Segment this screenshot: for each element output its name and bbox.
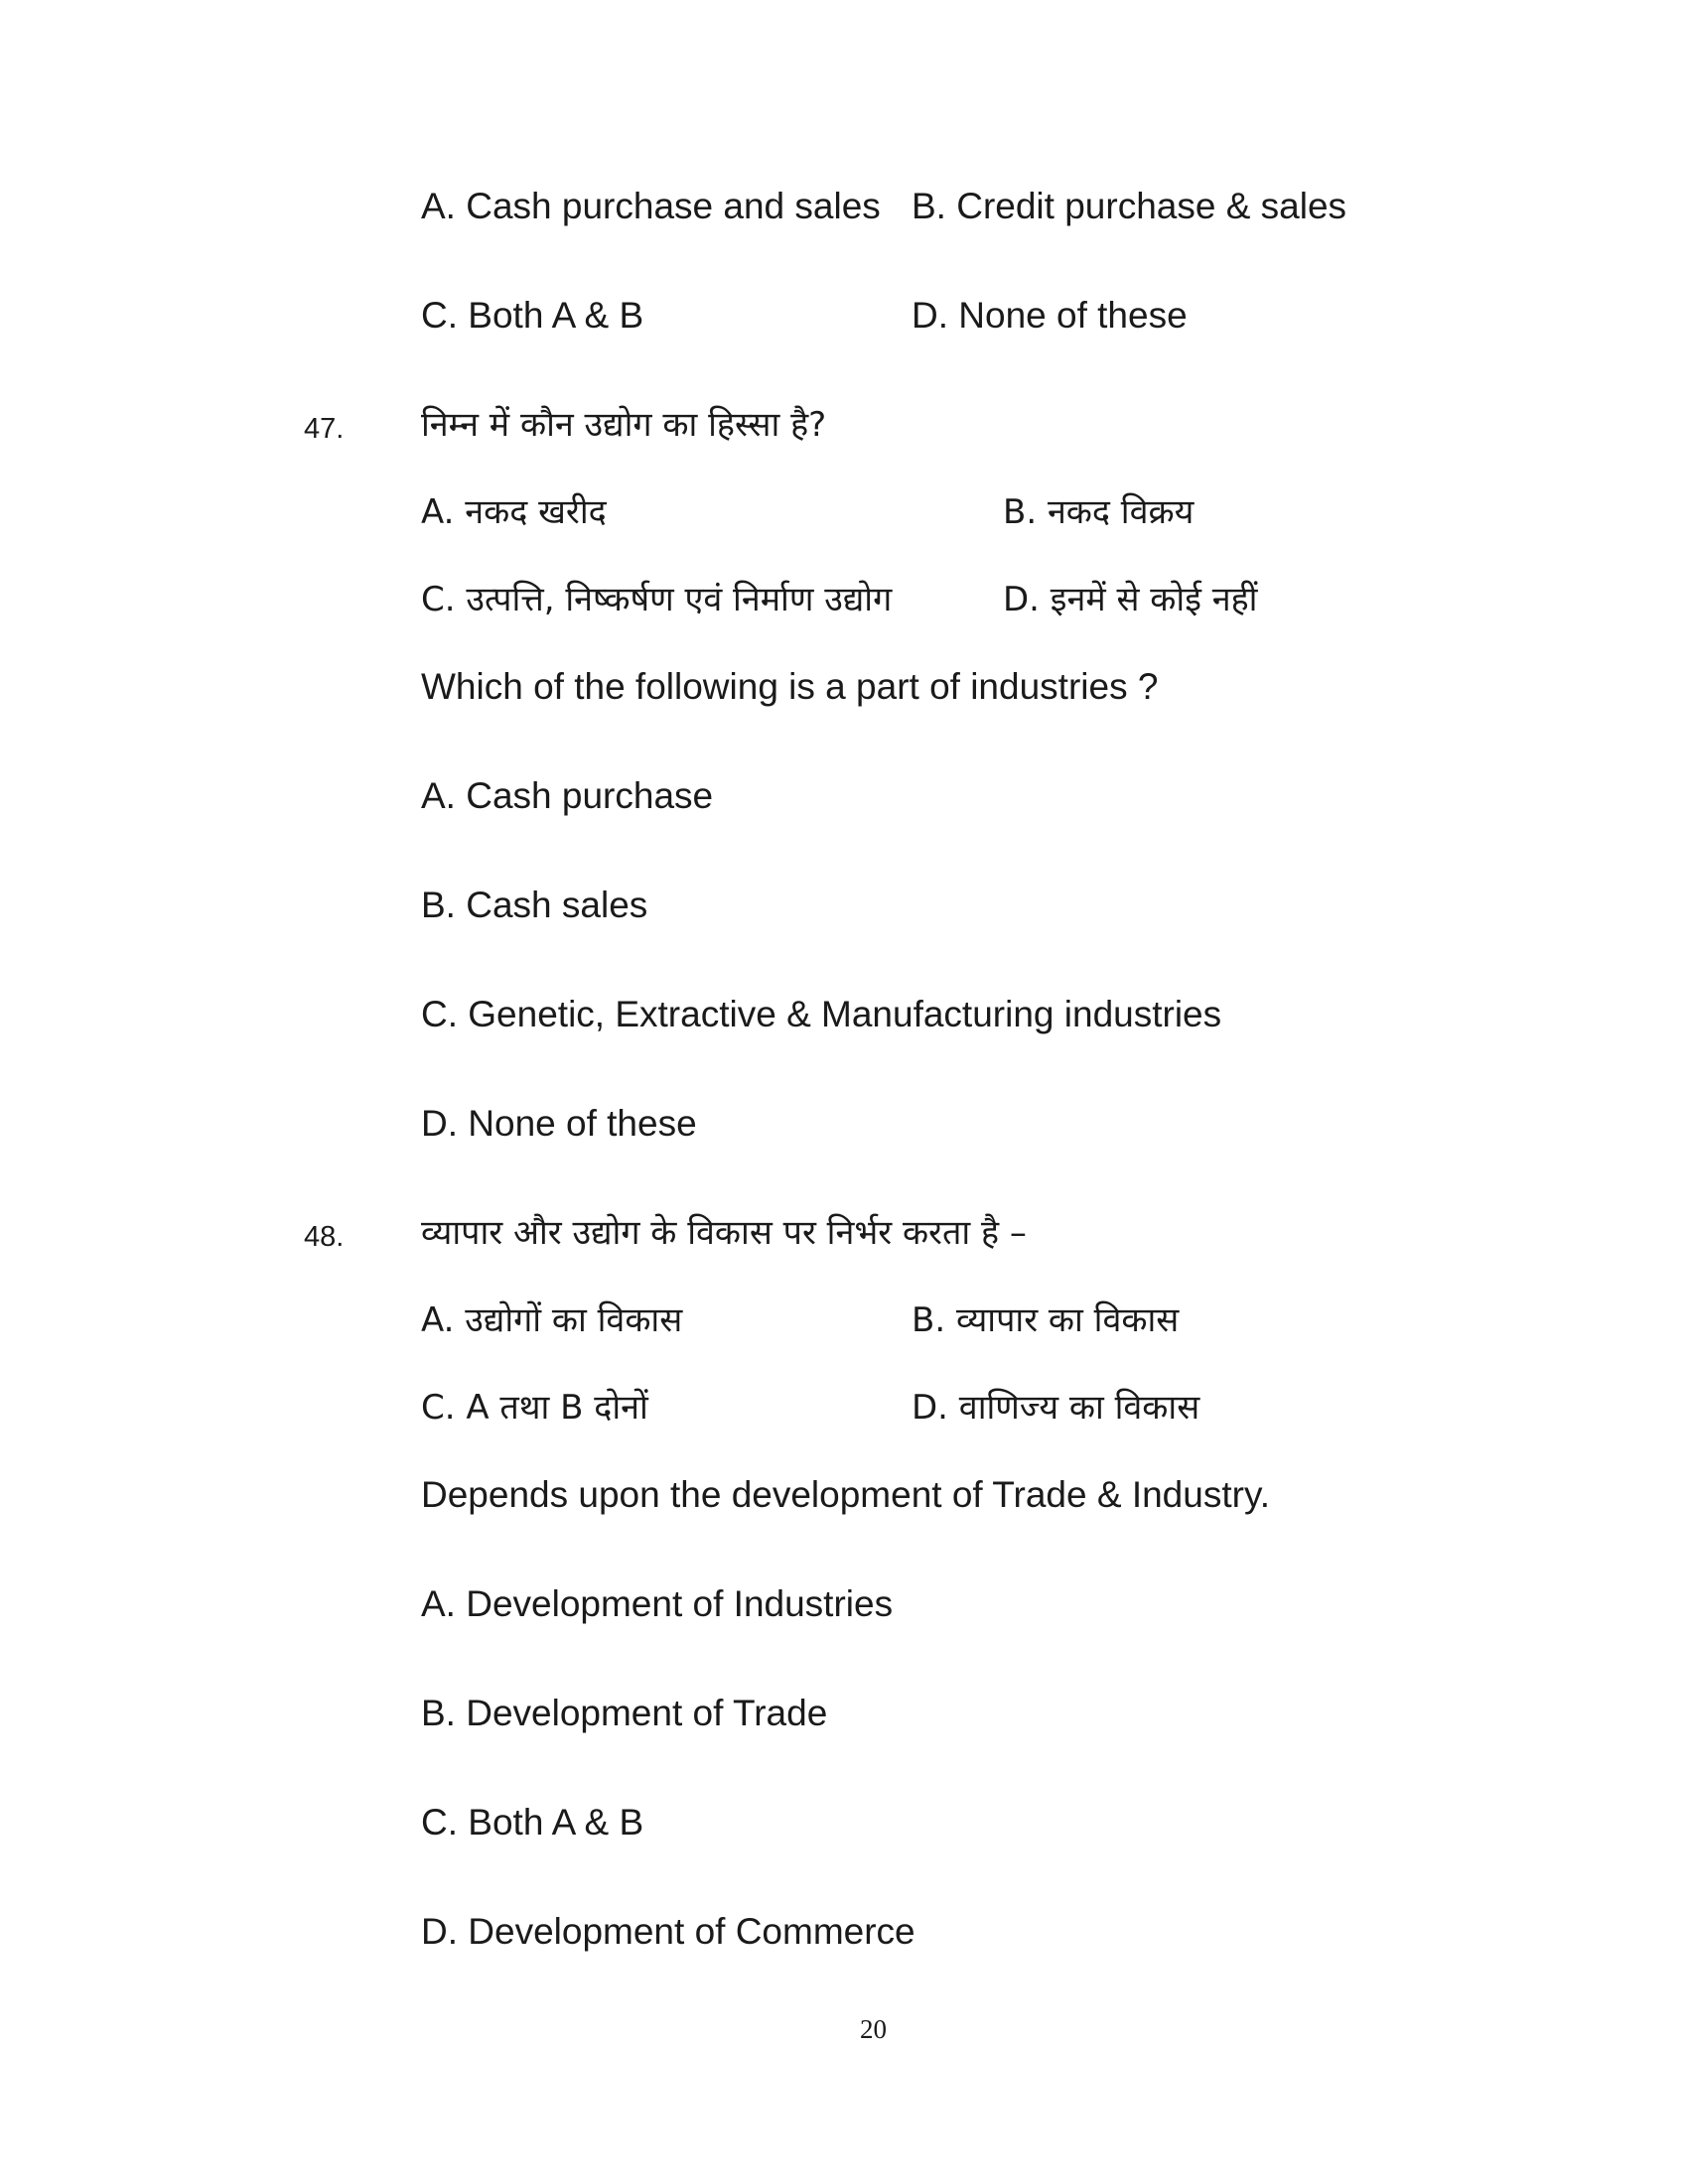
q48-hindi-option-c: C. A तथा B दोनों bbox=[421, 1388, 648, 1428]
q48-english-option-b: B. Development of Trade bbox=[421, 1693, 828, 1733]
q47-english-option-d: D. None of these bbox=[421, 1103, 697, 1144]
question-number-47: 47. bbox=[304, 413, 345, 445]
q48-english-option-c: C. Both A & B bbox=[421, 1802, 644, 1843]
q48-english-question: Depends upon the development of Trade & Industry. bbox=[421, 1474, 1270, 1515]
q47-hindi-question: निम्न में कौन उद्योग का हिस्सा है? bbox=[421, 405, 827, 445]
question-number-48: 48. bbox=[304, 1221, 345, 1253]
prev-option-a: A. Cash purchase and sales bbox=[421, 186, 881, 226]
q47-english-option-b: B. Cash sales bbox=[421, 885, 648, 925]
prev-option-d: D. None of these bbox=[912, 295, 1188, 336]
q47-hindi-option-b: B. नकद विक्रय bbox=[1003, 492, 1195, 532]
prev-option-b: B. Credit purchase & sales bbox=[912, 186, 1347, 226]
q48-hindi-question: व्यापार और उद्योग के विकास पर निर्भर करता है – bbox=[421, 1213, 1027, 1253]
q47-english-question: Which of the following is a part of industries ? bbox=[421, 666, 1159, 707]
q47-english-option-a: A. Cash purchase bbox=[421, 775, 714, 816]
q47-english-option-c: C. Genetic, Extractive & Manufacturing industries bbox=[421, 994, 1222, 1034]
q48-english-option-d: D. Development of Commerce bbox=[421, 1911, 915, 1952]
q48-hindi-option-a: A. उद्योगों का विकास bbox=[421, 1300, 683, 1340]
prev-option-c: C. Both A & B bbox=[421, 295, 644, 336]
q47-hindi-option-d: D. इनमें से कोई नहीं bbox=[1003, 580, 1258, 619]
q47-hindi-option-a: A. नकद खरीद bbox=[421, 492, 607, 532]
page-number: 20 bbox=[860, 2014, 887, 2044]
q47-hindi-option-c: C. उत्पत्ति, निष्कर्षण एवं निर्माण उद्योग bbox=[421, 580, 893, 619]
q48-hindi-option-b: B. व्यापार का विकास bbox=[912, 1300, 1180, 1340]
q48-english-option-a: A. Development of Industries bbox=[421, 1583, 894, 1624]
q48-hindi-option-d: D. वाणिज्य का विकास bbox=[912, 1388, 1200, 1428]
